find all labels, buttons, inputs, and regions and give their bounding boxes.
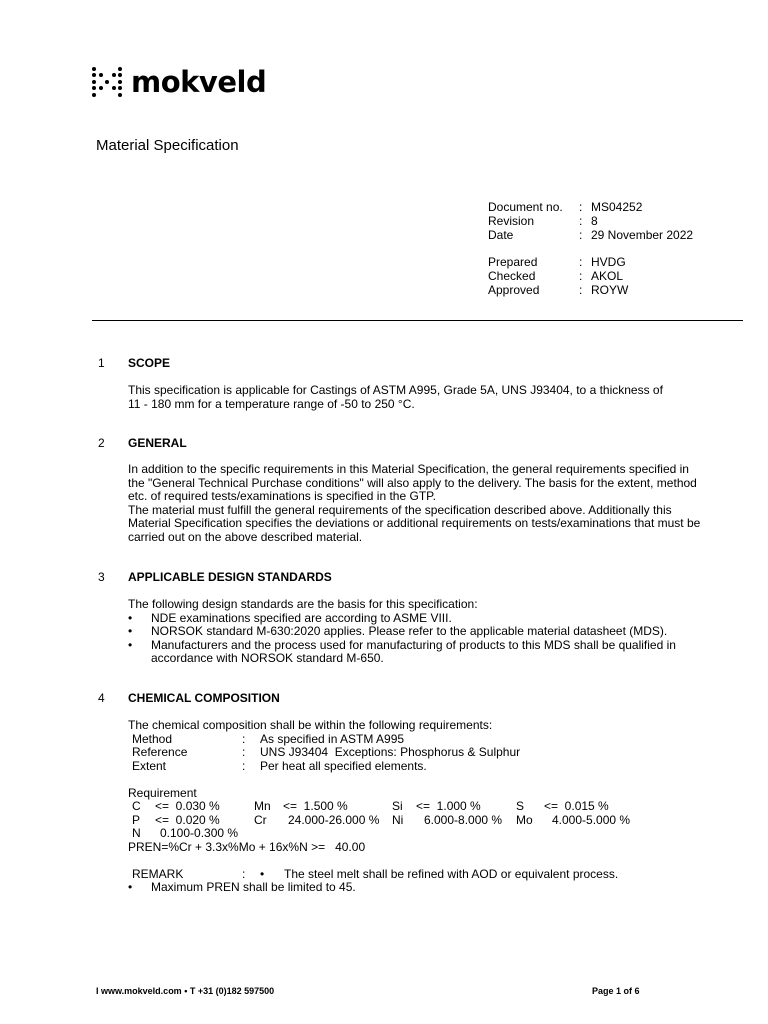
pren-formula: PREN=%Cr + 3.3x%Mo + 16x%N >= 40.00 xyxy=(128,839,366,854)
composition-extent-row: Extent : Per heat all specified elements. xyxy=(132,758,427,773)
meta-row-document-no: Document no. : MS04252 xyxy=(488,200,643,214)
section-4-body: The chemical composition shall be within the following requirements: Method : As specified in ASTM A995 Reference : UNS J93404 Exceptions: Phosphorus & Sulphur Extent : Per heat all specified elements. Requirement C <= 0.030 % Mn <= 1.500 % Si <= 1.000 % S <= 0.015 % P <= 0.020 % Cr 24.000-26.000 % Ni 6.000-8.000 % Mo 4.000-5.000 % N 0.100-0.300 % PREN=%Cr + 3.3x%Mo + 16x%N >= 40.00 REMARK : • The steel melt shall be refined with AOD or equivalent process. • Maximum PREN shall be limited to 45. xyxy=(128,719,728,895)
list-item: • Manufacturers and the process used for manufacturing of products to this MDS shall be qualified in accordance with NORSOK standard M-650. xyxy=(128,637,676,665)
composition-reference-row: Reference : UNS J93404 Exceptions: Phosphorus & Sulphur xyxy=(132,745,521,759)
meta-row-checked: Checked : AKOL xyxy=(488,269,624,283)
composition-method-row: Method : As specified in ASTM A995 xyxy=(132,731,405,746)
section-2-body: In addition to the specific requirements in this Material Specification, the general requirements specified in the "General Technical Purchase conditions" will also apply to the delivery. The basis for the extent, method etc. of required tests/examinations is specified in the GTP. The material must fulfill the general requirements of the specification described above. Additionally this Material Specification specifies the deviations or additional requirements on tests/examinations that must be carried out on the above described material. xyxy=(128,462,701,544)
requirement-row-1: C <= 0.030 % Mn <= 1.500 % Si <= 1.000 % S <= 0.015 % xyxy=(132,799,609,813)
footer-contact: I www.mokveld.com • T +31 (0)182 597500 xyxy=(96,986,275,996)
list-item: • Maximum PREN shall be limited to 45. xyxy=(128,880,356,894)
section-1-body: This specification is applicable for Castings of ASTM A995, Grade 5A, UNS J93404, to a thickness of 11 - 180 mm for a temperature range of -50 to 250 °C. xyxy=(128,383,663,411)
meta-row-prepared: Prepared : HVDG xyxy=(488,255,626,269)
section-3-body: The following design standards are the basis for this specification: • NDE examinations specified are according to ASME VIII. • NORSOK standard M-630:2020 applies. Please refer to the applicable material datasheet (MDS). • Manufacturers and the process used for manufacturing of products to this MDS shall be qualified in accordance with NORSOK standard M-650. xyxy=(128,598,728,666)
document-meta xyxy=(488,200,693,297)
meta-row-approved: Approved : ROYW xyxy=(488,283,629,297)
meta-row-revision: Revision : 8 xyxy=(488,214,598,228)
document-title: Material Specification xyxy=(96,137,239,154)
requirement-row-3: N 0.100-0.300 % xyxy=(132,826,239,840)
remark-row: REMARK : • The steel melt shall be refined with AOD or equivalent process. xyxy=(132,866,619,881)
logo-mark-icon xyxy=(92,67,123,98)
company-logo xyxy=(92,62,266,102)
list-item: • NORSOK standard M-630:2020 applies. Please refer to the applicable material datasheet (MDS). xyxy=(128,624,668,638)
meta-row-date: Date : 29 November 2022 xyxy=(488,228,694,242)
header-divider xyxy=(92,320,743,321)
logo-text: mokveld xyxy=(131,65,267,99)
requirement-row-2: P <= 0.020 % Cr 24.000-26.000 % Ni 6.000-8.000 % Mo 4.000-5.000 % xyxy=(132,812,631,827)
page-number: Page 1 of 6 xyxy=(592,986,640,996)
list-item: • NDE examinations specified are according to ASME VIII. xyxy=(128,610,452,625)
